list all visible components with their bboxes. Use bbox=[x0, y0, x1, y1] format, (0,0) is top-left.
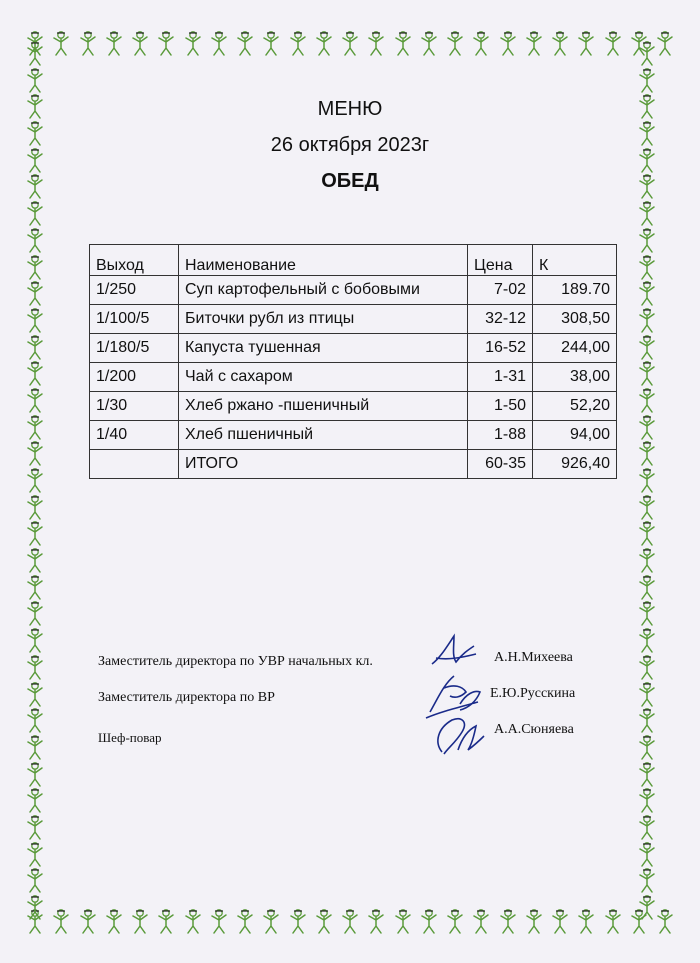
border-figure-icon bbox=[287, 908, 309, 934]
border-figure-icon bbox=[636, 280, 658, 306]
border-figure-icon bbox=[155, 908, 177, 934]
border-figure-icon bbox=[24, 254, 46, 280]
border-figure-icon bbox=[24, 707, 46, 733]
border-figure-icon bbox=[24, 574, 46, 600]
price-cell: 32-12 bbox=[468, 305, 533, 334]
portion-cell: 1/100/5 bbox=[90, 305, 179, 334]
menu-table bbox=[89, 244, 617, 479]
border-figure-icon bbox=[339, 908, 361, 934]
border-figure-icon bbox=[24, 414, 46, 440]
border-figure-icon bbox=[636, 574, 658, 600]
name-cell: Капуста тушенная bbox=[179, 334, 468, 363]
border-figure-icon bbox=[602, 30, 624, 56]
border-figure-icon bbox=[24, 440, 46, 466]
total-label: ИТОГО bbox=[179, 450, 468, 479]
border-figure-icon bbox=[24, 627, 46, 653]
border-figure-icon bbox=[636, 494, 658, 520]
signature-role: Заместитель директора по ВР bbox=[98, 690, 275, 705]
border-figure-icon bbox=[24, 334, 46, 360]
total-row bbox=[90, 450, 617, 479]
column-header: Цена bbox=[468, 245, 533, 276]
column-header: Выход bbox=[90, 245, 179, 276]
signature-name: А.А.Сюняева bbox=[494, 722, 574, 737]
border-figure-icon bbox=[636, 600, 658, 626]
name-cell: Чай с сахаром bbox=[179, 363, 468, 392]
table-row bbox=[90, 305, 617, 334]
border-figure-icon bbox=[50, 30, 72, 56]
portion-cell: 1/250 bbox=[90, 276, 179, 305]
border-figure-icon bbox=[313, 908, 335, 934]
name-cell: Хлеб ржано -пшеничный bbox=[179, 392, 468, 421]
k-cell: 94,00 bbox=[533, 421, 617, 450]
border-figure-icon bbox=[636, 734, 658, 760]
border-figure-icon bbox=[636, 654, 658, 680]
name-cell: Суп картофельный с бобовыми bbox=[179, 276, 468, 305]
border-figure-icon bbox=[636, 681, 658, 707]
border-figure-icon bbox=[287, 30, 309, 56]
signature-name: А.Н.Михеева bbox=[494, 650, 573, 665]
portion-cell: 1/200 bbox=[90, 363, 179, 392]
border-figure-icon bbox=[260, 908, 282, 934]
table-row bbox=[90, 363, 617, 392]
border-figure-icon bbox=[636, 627, 658, 653]
border-figure-icon bbox=[208, 30, 230, 56]
border-figure-icon bbox=[24, 547, 46, 573]
handwritten-signature-3 bbox=[428, 710, 488, 762]
border-figure-icon bbox=[24, 227, 46, 253]
border-figure-icon bbox=[418, 908, 440, 934]
price-cell: 7-02 bbox=[468, 276, 533, 305]
border-figure-icon bbox=[103, 908, 125, 934]
border-figure-icon bbox=[636, 707, 658, 733]
border-figure-icon bbox=[77, 30, 99, 56]
portion-cell: 1/40 bbox=[90, 421, 179, 450]
border-figure-icon bbox=[636, 894, 658, 920]
border-figure-icon bbox=[497, 30, 519, 56]
border-figure-icon bbox=[575, 30, 597, 56]
menu-title: МЕНЮ bbox=[317, 98, 383, 120]
border-figure-icon bbox=[24, 894, 46, 920]
signature-name: Е.Ю.Русскина bbox=[490, 686, 576, 701]
border-figure-icon bbox=[636, 440, 658, 466]
border-figure-icon bbox=[602, 908, 624, 934]
border-figure-icon bbox=[444, 908, 466, 934]
border-figure-icon bbox=[339, 30, 361, 56]
border-figure-icon bbox=[392, 30, 414, 56]
border-figure-icon bbox=[636, 334, 658, 360]
border-figure-icon bbox=[24, 814, 46, 840]
k-cell: 189.70 bbox=[533, 276, 617, 305]
price-cell: 1-88 bbox=[468, 421, 533, 450]
border-figure-icon bbox=[208, 908, 230, 934]
table-row bbox=[90, 392, 617, 421]
border-figure-icon bbox=[260, 30, 282, 56]
portion-cell: 1/180/5 bbox=[90, 334, 179, 363]
border-figure-icon bbox=[24, 307, 46, 333]
border-figure-icon bbox=[24, 654, 46, 680]
border-figure-icon bbox=[24, 40, 46, 66]
border-figure-icon bbox=[636, 254, 658, 280]
portion-cell bbox=[90, 450, 179, 479]
border-figure-icon bbox=[24, 734, 46, 760]
border-figure-icon bbox=[636, 867, 658, 893]
border-figure-icon bbox=[636, 787, 658, 813]
border-figure-icon bbox=[470, 30, 492, 56]
signature-role: Заместитель директора по УВР начальных кл. bbox=[98, 654, 373, 669]
border-figure-icon bbox=[50, 908, 72, 934]
border-figure-icon bbox=[523, 908, 545, 934]
table-row bbox=[90, 421, 617, 450]
border-figure-icon bbox=[575, 908, 597, 934]
border-figure-icon bbox=[24, 200, 46, 226]
border-figure-icon bbox=[24, 761, 46, 787]
signature-role: Шеф-повар bbox=[98, 730, 162, 745]
price-cell: 1-50 bbox=[468, 392, 533, 421]
menu-date: 26 октября 2023г bbox=[270, 134, 430, 156]
border-figure-icon bbox=[77, 908, 99, 934]
border-figure-icon bbox=[636, 307, 658, 333]
total-k: 926,40 bbox=[533, 450, 617, 479]
table-row bbox=[90, 334, 617, 363]
border-figure-icon bbox=[24, 520, 46, 546]
price-cell: 16-52 bbox=[468, 334, 533, 363]
border-figure-icon bbox=[24, 67, 46, 93]
border-figure-icon bbox=[24, 600, 46, 626]
border-figure-icon bbox=[24, 467, 46, 493]
border-figure-icon bbox=[636, 40, 658, 66]
border-figure-icon bbox=[636, 761, 658, 787]
border-figure-icon bbox=[418, 30, 440, 56]
border-figure-icon bbox=[182, 908, 204, 934]
border-figure-icon bbox=[523, 30, 545, 56]
border-figure-icon bbox=[549, 908, 571, 934]
border-top bbox=[24, 30, 676, 56]
border-figure-icon bbox=[636, 414, 658, 440]
border-figure-icon bbox=[444, 30, 466, 56]
k-cell: 52,20 bbox=[533, 392, 617, 421]
border-figure-icon bbox=[636, 841, 658, 867]
name-cell: Хлеб пшеничный bbox=[179, 421, 468, 450]
handwritten-signature-1 bbox=[424, 628, 484, 673]
border-figure-icon bbox=[365, 908, 387, 934]
border-figure-icon bbox=[24, 787, 46, 813]
border-bottom bbox=[24, 908, 676, 934]
border-figure-icon bbox=[636, 200, 658, 226]
border-figure-icon bbox=[365, 30, 387, 56]
border-figure-icon bbox=[636, 520, 658, 546]
portion-cell: 1/30 bbox=[90, 392, 179, 421]
total-price: 60-35 bbox=[468, 450, 533, 479]
border-figure-icon bbox=[636, 227, 658, 253]
border-figure-icon bbox=[103, 30, 125, 56]
border-figure-icon bbox=[313, 30, 335, 56]
border-figure-icon bbox=[549, 30, 571, 56]
border-figure-icon bbox=[24, 841, 46, 867]
menu-meal: ОБЕД bbox=[321, 170, 379, 192]
border-figure-icon bbox=[636, 387, 658, 413]
border-figure-icon bbox=[636, 360, 658, 386]
k-cell: 38,00 bbox=[533, 363, 617, 392]
border-figure-icon bbox=[129, 908, 151, 934]
price-cell: 1-31 bbox=[468, 363, 533, 392]
border-figure-icon bbox=[24, 867, 46, 893]
border-figure-icon bbox=[24, 387, 46, 413]
table-header-row bbox=[90, 245, 617, 276]
border-figure-icon bbox=[392, 908, 414, 934]
border-figure-icon bbox=[155, 30, 177, 56]
border-figure-icon bbox=[636, 467, 658, 493]
k-cell: 244,00 bbox=[533, 334, 617, 363]
table-row bbox=[90, 276, 617, 305]
border-figure-icon bbox=[234, 30, 256, 56]
border-figure-icon bbox=[182, 30, 204, 56]
column-header: К bbox=[533, 245, 617, 276]
border-figure-icon bbox=[129, 30, 151, 56]
border-figure-icon bbox=[470, 908, 492, 934]
border-figure-icon bbox=[636, 814, 658, 840]
border-figure-icon bbox=[24, 360, 46, 386]
border-figure-icon bbox=[24, 681, 46, 707]
column-header: Наименование bbox=[179, 245, 468, 276]
border-figure-icon bbox=[24, 494, 46, 520]
border-figure-icon bbox=[636, 547, 658, 573]
border-figure-icon bbox=[24, 280, 46, 306]
k-cell: 308,50 bbox=[533, 305, 617, 334]
border-figure-icon bbox=[234, 908, 256, 934]
name-cell: Биточки рубл из птицы bbox=[179, 305, 468, 334]
border-figure-icon bbox=[497, 908, 519, 934]
border-figure-icon bbox=[636, 67, 658, 93]
